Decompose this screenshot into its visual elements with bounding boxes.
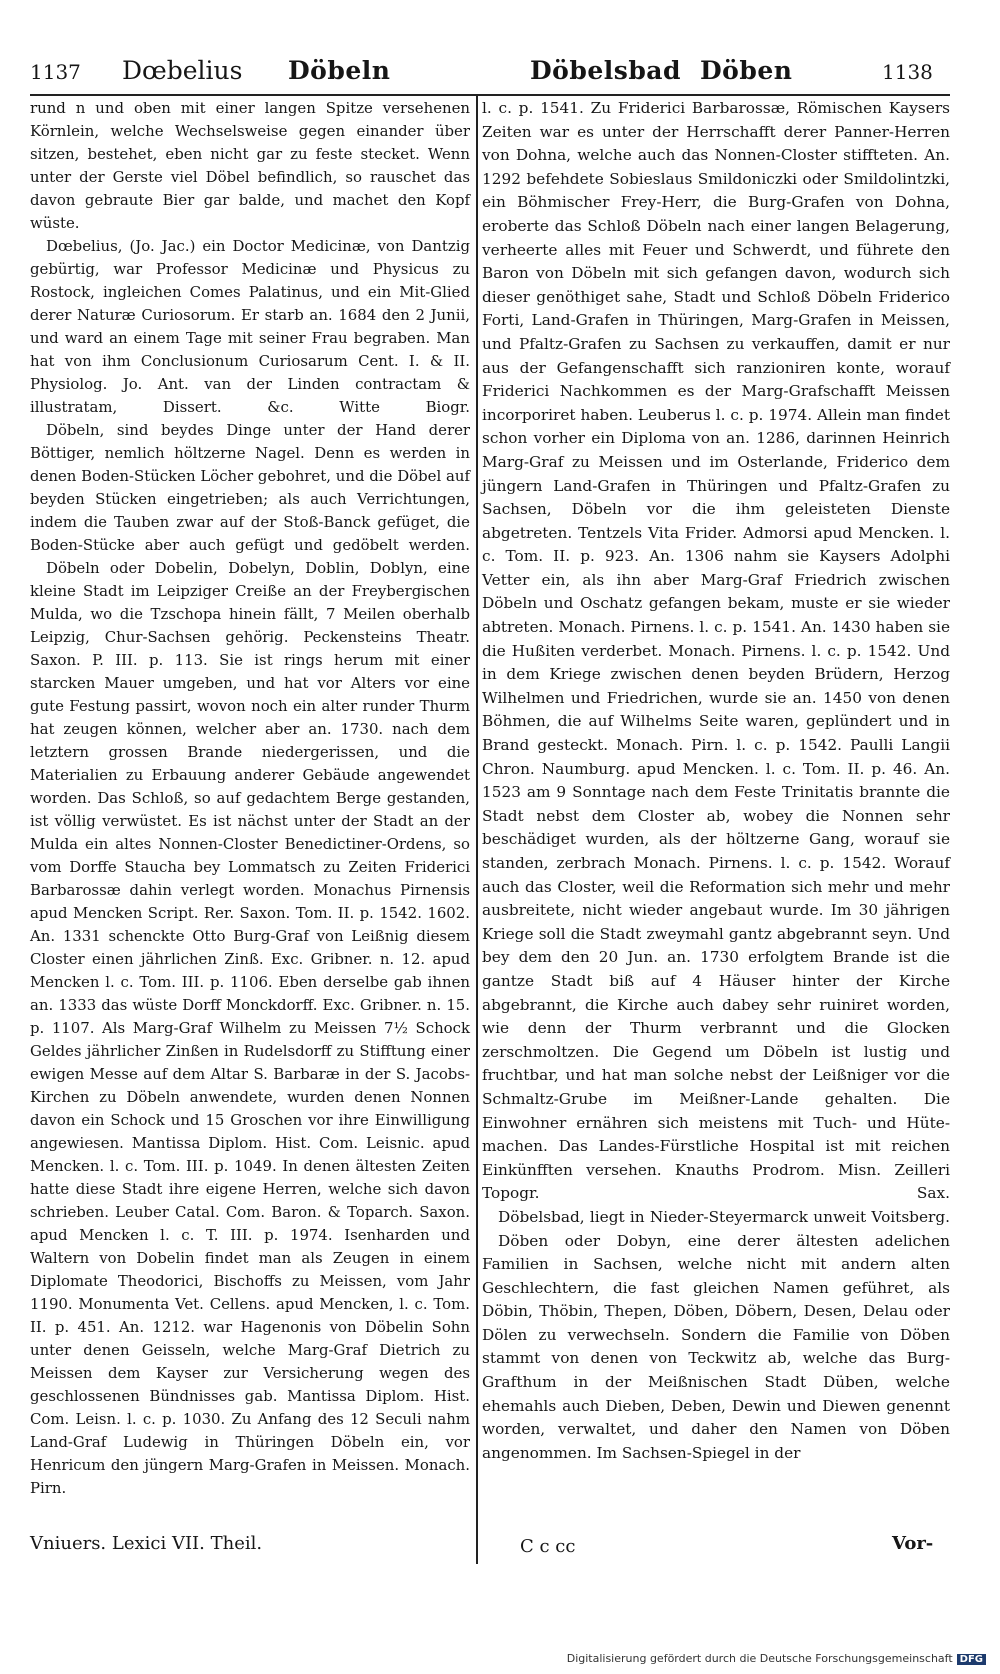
left-header-keyword-1: Dœbelius: [122, 56, 243, 85]
entry-paragraph: rund n und oben mit einer langen Spitze versehenen Körnlein, welche Wechselsweise gegen einander über sitzen, bestehet, eben nicht gar zu feste stecket. Wenn unter der Gerste viel Döbel befindlich, so rauschet das davon gebraute Bier gar balde, und machet den Kopf wüste.: [30, 99, 470, 232]
digitization-credit: [567, 1652, 986, 1665]
entry-paragraph: Döbeln, sind beydes Dinge unter der Hand derer Böttiger, nemlich höltzerne Nagel. Denn es werden in denen Boden-Stücken Löcher gebohret, und die Döbel auf beyden Stücken eingetrieben; als auch Verrichtungen, indem die Tauben zwar auf der Stoß-Banck gefüget, die Boden-Stücke aber auch gefügt und gedöbelt werden.: [30, 421, 470, 554]
entry-paragraph: Dœbelius, (Jo. Jac.) ein Doctor Medicinæ, von Dantzig gebürtig, war Professor Medicinæ und Physicus zu Rostock, ingleichen Comes Palatinus, und ein Mit-Glied derer Naturæ Curiosorum. Er starb an. 1684 den 2 Junii, und ward an einem Tage mit seiner Frau begraben. Man hat von ihm Conclusionum Curiosarum Cent. I. & II. Physiolog. Jo. Ant. van der Linden contractam & illustratam, Dissert. &c. Witte Biogr.: [30, 237, 470, 416]
right-page-header: [482, 56, 950, 96]
right-header-keyword-1: Döbelsbad: [530, 56, 681, 85]
dfg-logo: DFG: [957, 1654, 986, 1665]
signature-mark: C c cc: [520, 1536, 576, 1557]
right-page-number: 1138: [882, 60, 933, 84]
left-page-number: 1137: [30, 60, 81, 84]
entry-paragraph: l. c. p. 1541. Zu Friderici Barbarossæ, Römischen Kaysers Zeiten war es unter der Herrschafft derer Panner-Herren von Dohna, welche auch das Nonnen-Closter stiffteten. An. 1292 befehdete Sobieslaus Smildoniczki oder Smildolintzki, ein Böhmischer Frey-Herr, die Burg-Grafen von Dohna, eroberte das Schloß Döbeln nach einer langen Belagerung, verheerte alles mit Feuer und Schwerdt, und führete den Baron von Döbeln mit sich gefangen davon, wodurch sich dieser genöthiget sahe, Stadt und Schloß Döbeln Friderico Forti, Land-Grafen in Thüringen, Marg-Grafen in Meissen, und Pfaltz-Grafen zu Sachsen zu verkauffen, damit er nur aus der Gefangenschafft sich ranzioniren konte, worauf Friderici Nachkommen es der Marg-Grafschafft Meissen incorporiret haben. Leuberus l. c. p. 1974. Allein man findet schon vorher ein Diploma von an. 1286, darinnen Heinrich Marg-Graf zu Meissen und im Osterlande, Friderico dem jüngern Land-Grafen in Thüringen und Pfaltz-Grafen zu Sachsen, Döbeln vor die ihm geleisteten Dienste abgetreten. Tentzels Vita Frider. Admorsi apud Mencken. l. c. Tom. II. p. 923. An. 1306 nahm sie Kaysers Adolphi Vetter ein, als ihn aber Marg-Graf Friedrich zwischen Döbeln und Oschatz gefangen bekam, muste er sie wieder abtreten. Monach. Pirnens. l. c. p. 1541. An. 1430 haben sie die Hußiten verderbet. Monach. Pirnens. l. c. p. 1542. Und in dem Kriege zwischen denen beyden Brüdern, Herzog Wilhelmen und Friedrichen, wurde sie an. 1450 von denen Böhmen, die auf Wilhelms Seite waren, geplündert und in Brand gesteckt. Monach. Pirn. l. c. p. 1542. Paulli Langii Chron. Naumburg. apud Mencken. l. c. Tom. II. p. 46. An. 1523 am 9 Sonntage nach dem Feste Trinitatis brannte die Stadt nebst dem Closter ab, wobey die Nonnen sehr beschädiget wurden, als der höltzerne Gang, worauf sie standen, zerbrach Monach. Pirnens. l. c. p. 1542. Worauf auch das Closter, weil die Reformation sich mehr und mehr ausbreitete, nicht wieder angebaut wurde. Im 30 jährigen Kriege soll die Stadt zweymahl gantz abgebrannt seyn. Und bey dem den 20 Jun. an. 1730 erfolgtem Brande ist die gantze Stadt biß auf 4 Häuser hinter der Kirche abgebrannt, die Kirche auch dabey sehr ruiniret worden, wie denn der Thurm verbrannt und die Glocken zerschmoltzen. Die Gegend um Döbeln ist lustig und fruchtbar, und hat man solche nebst der Leißniger vor die Schmaltz-Grube im Meißner-Lande gehalten. Die Einwohner ernähren sich meistens mit Tuch- und Hüte-machen. Das Landes-Fürstliche Hospital ist mit reichen Einkünfften versehen. Knauths Prodrom. Misn. Zeilleri Topogr. Sax.: [482, 99, 950, 1203]
catchword: Vor-: [892, 1533, 934, 1554]
footer-text: Digitalisierung gefördert durch die Deutsche Forschungsgemeinschaft: [566, 1652, 953, 1665]
right-header-keyword-2: Döben: [700, 56, 793, 85]
left-page-header: [30, 56, 478, 96]
entry-paragraph: Döben oder Dobyn, eine derer ältesten adelichen Familien in Sachsen, welche nicht mit andern alten Geschlechtern, die fast gleichen Namen geführet, als Döbin, Thöbin, Thepen, Döben, Döbern, Desen, Delau oder Dölen zu verwechseln. Sondern die Familie von Döben stammt von denen von Teckwitz ab, welche das Burg-Grafthum in der Meißnischen Stadt Düben, welche ehemahls auch Dieben, Deben, Dewin und Diewen genennt worden, verwaltet, und daher den Namen von Döben angenommen. Im Sachsen-Spiegel in der: [482, 1231, 950, 1462]
column-divider: [476, 94, 478, 1564]
right-column: [482, 97, 950, 1465]
left-header-keyword-2: Döbeln: [288, 56, 391, 85]
header-rule: [30, 94, 950, 96]
entry-paragraph: Döbeln oder Dobelin, Dobelyn, Doblin, Doblyn, eine kleine Stadt im Leipziger Creiße an der Freybergischen Mulda, wo die Tzschopa hinein fällt, 7 Meilen oberhalb Leipzig, Chur-Sachsen gehörig. Peckensteins Theatr. Saxon. P. III. p. 113. Sie ist rings herum mit einer starcken Mauer umgeben, und hat vor Alters vor eine gute Festung passirt, wovon noch ein alter runder Thurm hat zeugen können, welcher aber an. 1730. nach dem letztern grossen Brande niedergerissen, und die Materialien zu Erbauung anderer Gebäude angewendet worden. Das Schloß, so auf gedachtem Berge gestanden, ist völlig verwüstet. Es ist nächst unter der Stadt an der Mulda ein altes Nonnen-Closter Benedictiner-Ordens, so vom Dorffe Staucha bey Lommatsch zu Zeiten Friderici Barbarossæ dahin verlegt worden. Monachus Pirnensis apud Mencken Script. Rer. Saxon. Tom. II. p. 1542. 1602. An. 1331 schenckte Otto Burg-Graf von Leißnig diesem Closter einen jährlichen Zinß. Exc. Gribner. n. 12. apud Mencken l. c. Tom. III. p. 1106. Eben derselbe gab ihnen an. 1333 das wüste Dorff Monckdorff. Exc. Gribner. n. 15. p. 1107. Als Marg-Graf Wilhelm zu Meissen 7½ Schock Geldes jährlicher Zinßen in Rudelsdorff zu Stifftung einer ewigen Messe auf dem Altar S. Barbaræ in der S. Jacobs-Kirchen zu Döbeln anwendete, wurden denen Nonnen davon ein Schock und 15 Groschen vor ihre Einwilligung angewiesen. Mantissa Diplom. Hist. Com. Leisnic. apud Mencken. l. c. Tom. III. p. 1049. In denen ältesten Zeiten hatte diese Stadt ihre eigene Herren, welche sich davon schrieben. Leuber Catal. Com. Baron. & Toparch. Saxon. apud Mencken l. c. T. III. p. 1974. Isenharden und Waltern von Dobelin findet man als Zeugen in einem Diplomate Theodorici, Bischoffs zu Meissen, vom Jahr 1190. Monumenta Vet. Cellens. apud Mencken, l. c. Tom. II. p. 451. An. 1212. war Hagenonis von Döbelin Sohn unter denen Geisseln, welche Marg-Graf Dietrich zu Meissen dem Kayser zur Versicherung wegen des geschlossenen Bündnisses gab. Mantissa Diplom. Hist. Com. Leisn. l. c. p. 1030. Zu Anfang des 12 Seculi nahm Land-Graf Ludewig in Thüringen Döbeln ein, vor Henricum den jüngern Marg-Grafen in Meissen. Monach. Pirn.: [30, 559, 470, 1497]
volume-signature: Vniuers. Lexici VII. Theil.: [30, 1533, 263, 1554]
left-column: [30, 97, 470, 1500]
entry-paragraph: Döbelsbad, liegt in Nieder-Steyermarck unweit Voitsberg.: [498, 1207, 950, 1226]
